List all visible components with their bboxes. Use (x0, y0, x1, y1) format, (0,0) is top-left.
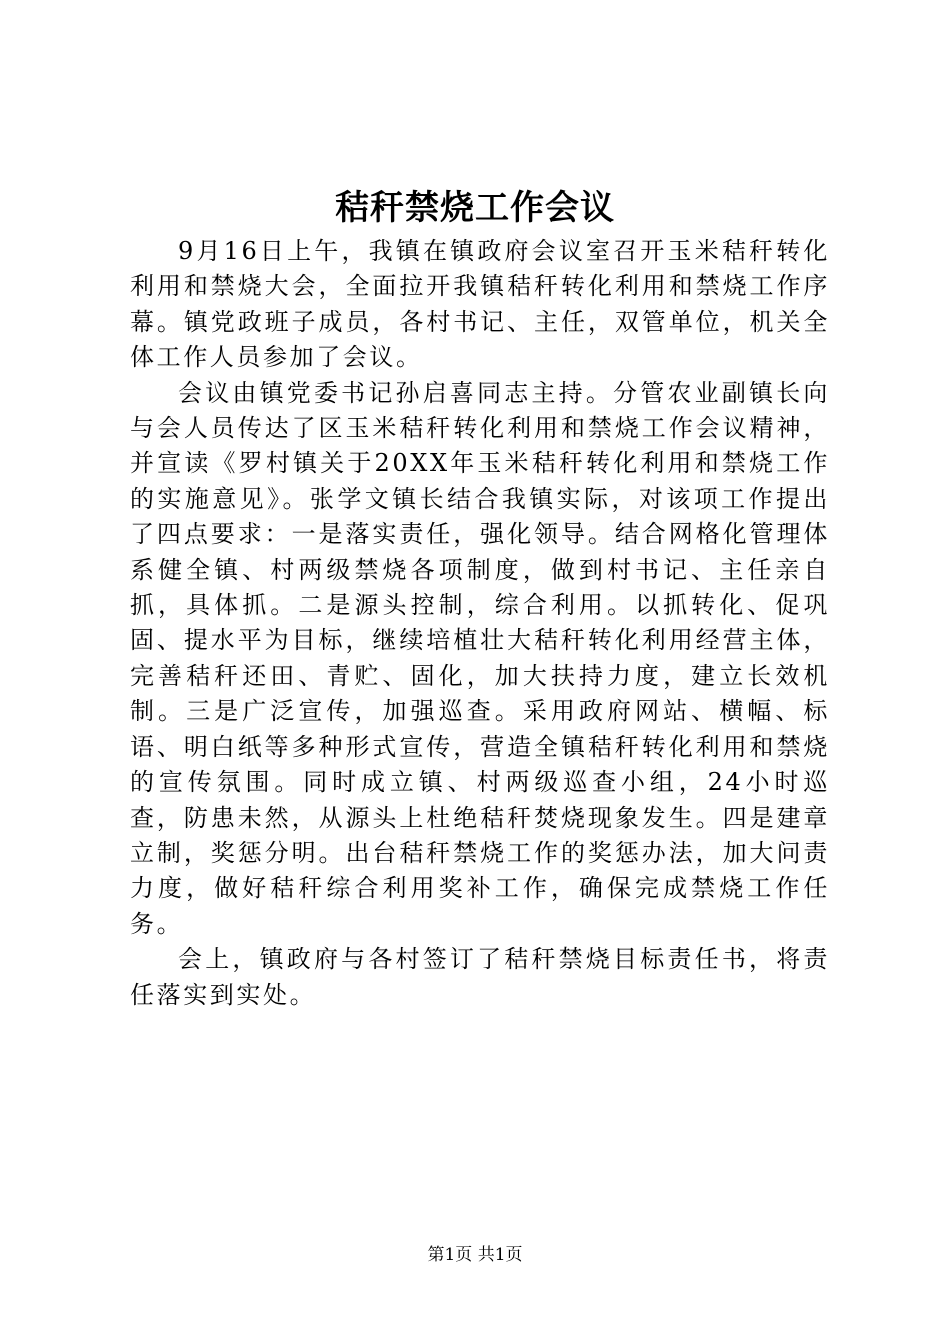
paragraph-2: 会议由镇党委书记孙启喜同志主持。分管农业副镇长向与会人员传达了区玉米秸秆转化利用和禁烧工作会议精神，并宣读《罗村镇关于20XX年玉米秸秆转化利用和禁烧工作的实施意见》。张学文镇长结合我镇实际，对该项工作提出了四点要求：一是落实责任，强化领导。结合网格化管理体系健全镇、村两级禁烧各项制度，做到村书记、主任亲自抓，具体抓。二是源头控制，综合利用。以抓转化、促巩固、提水平为目标，继续培植壮大秸秆转化利用经营主体，完善秸秆还田、青贮、固化，加大扶持力度，建立长效机制。三是广泛宣传，加强巡查。采用政府网站、横幅、标语、明白纸等多种形式宣传，营造全镇秸秆转化利用和禁烧的宣传氛围。同时成立镇、村两级巡查小组，24小时巡查，防患未然，从源头上杜绝秸秆焚烧现象发生。四是建章立制，奖惩分明。出台秸秆禁烧工作的奖惩办法，加大问责力度，做好秸秆综合利用奖补工作，确保完成禁烧工作任务。 (130, 378, 830, 938)
paragraph-3: 会上，镇政府与各村签订了秸秆禁烧目标责任书，将责任落实到实处。 (130, 945, 830, 1009)
paragraph-1: 9月16日上午，我镇在镇政府会议室召开玉米秸秆转化利用和禁烧大会，全面拉开我镇秸秆转化利用和禁烧工作序幕。镇党政班子成员，各村书记、主任，双管单位，机关全体工作人员参加了会议。 (130, 237, 830, 372)
document-title: 秸秆禁烧工作会议 (335, 188, 615, 228)
document-body (130, 234, 830, 1013)
page-footer: 第1页 共1页 (427, 1245, 523, 1265)
